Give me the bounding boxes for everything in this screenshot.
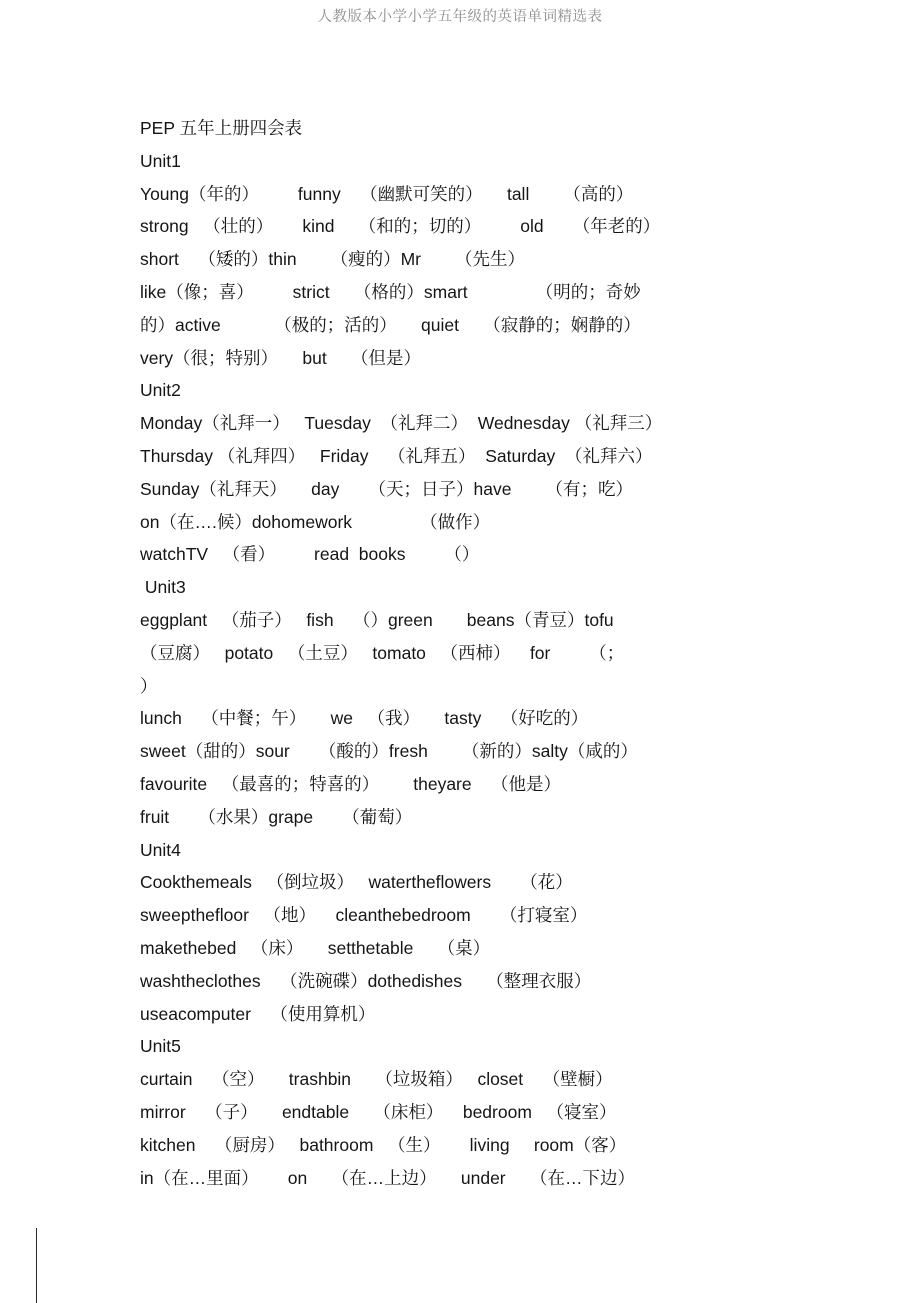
text-line: makethebed （床） setthetable （桌） — [140, 937, 491, 958]
text-line: on（在….候）dohomework （做作） — [140, 511, 491, 532]
text-line: very（很；特别） but （但是） — [140, 347, 422, 368]
text-line: Unit2 — [140, 380, 181, 401]
text-line: in（在…里面） on （在…上边） under （在…下边） — [140, 1167, 635, 1188]
document-body — [140, 112, 820, 1194]
text-line: eggplant （茄子） fish （）green beans（青豆）tofu — [140, 609, 614, 630]
document-header-title: 人教版本小学小学五年级的英语单词精选表 — [317, 9, 603, 25]
text-line: kitchen （厨房） bathroom （生） living room（客） — [140, 1134, 627, 1155]
text-line: 的）active （极的；活的） quiet （寂静的；娴静的） — [140, 314, 641, 335]
text-line: short （矮的）thin （瘦的）Mr （先生） — [140, 249, 526, 270]
text-line: washtheclothes （洗碗碟）dothedishes （整理衣服） — [140, 970, 592, 991]
text-line: strong （壮的） kind （和的；切的） old （年老的） — [140, 216, 661, 237]
page-edge-line — [36, 1228, 37, 1303]
text-line: ） — [140, 675, 158, 696]
text-line: sweet（甜的）sour （酸的）fresh （新的）salty（咸的） — [140, 741, 638, 762]
text-line: （豆腐） potato （土豆） tomato （西柿） for （； — [140, 642, 625, 663]
text-line: Monday（礼拜一） Tuesday （礼拜二） Wednesday （礼拜三） — [140, 413, 663, 434]
text-line: sweepthefloor （地） cleanthebedroom （打寝室） — [140, 905, 588, 926]
text-line: mirror （子） endtable （床柜） bedroom （寝室） — [140, 1101, 617, 1122]
text-line: Sunday（礼拜天） day （天；日子）have （有；吃） — [140, 478, 634, 499]
text-line: Cookthemeals （倒垃圾） watertheflowers （花） — [140, 872, 573, 893]
text-line: fruit （水果）grape （葡萄） — [140, 806, 413, 827]
text-line: Thursday （礼拜四） Friday （礼拜五） Saturday （礼拜六） — [140, 445, 653, 466]
text-line: lunch （中餐；午） we （我） tasty （好吃的） — [140, 708, 589, 729]
text-line: like（像；喜） strict （格的）smart （明的；奇妙 — [140, 281, 641, 302]
text-line: watchTV （看） read books （） — [140, 544, 480, 565]
text-line: curtain （空） trashbin （垃圾箱） closet （壁橱） — [140, 1069, 613, 1090]
text-line: Young（年的） funny （幽默可笑的） tall （高的） — [140, 183, 634, 204]
text-line: useacomputer （使用算机） — [140, 1003, 376, 1024]
text-line: Unit1 — [140, 150, 181, 171]
text-line: Unit5 — [140, 1036, 181, 1057]
text-line: PEP 五年上册四会表 — [140, 118, 303, 138]
text-line: Unit3 — [140, 577, 186, 598]
text-line: Unit4 — [140, 839, 181, 860]
text-line: favourite （最喜的；特喜的） theyare （他是） — [140, 773, 562, 794]
